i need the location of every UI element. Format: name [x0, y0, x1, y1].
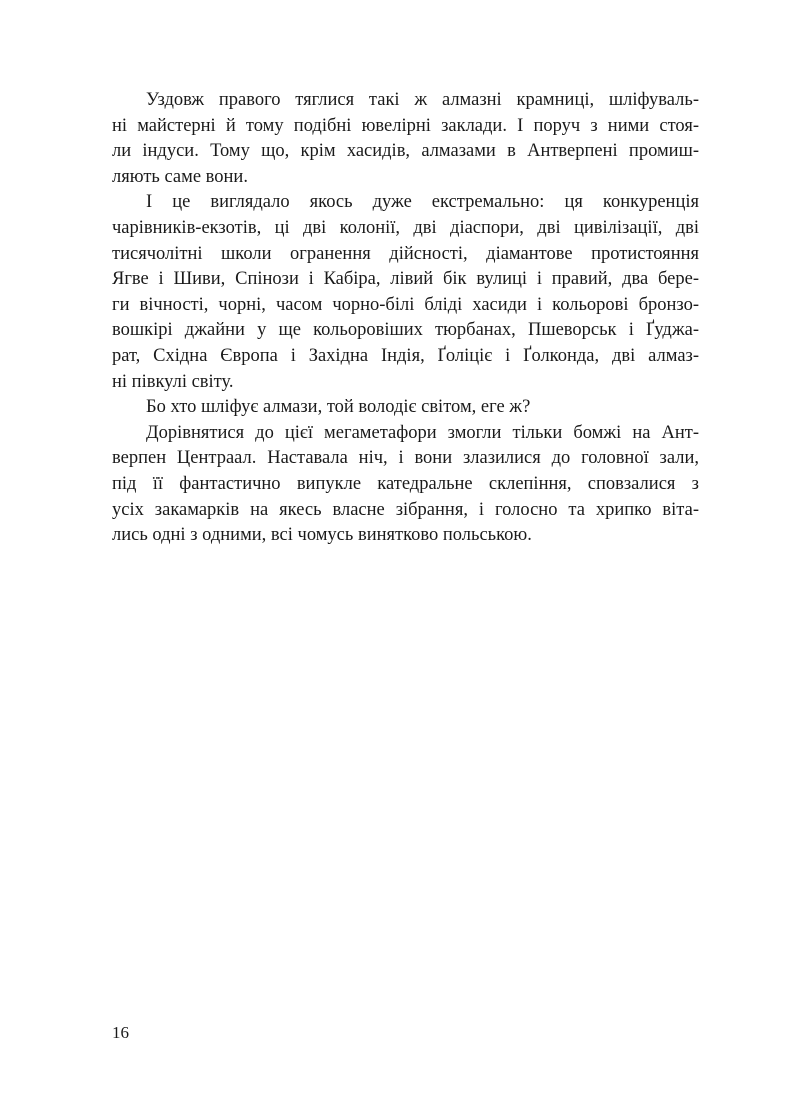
text-line: рат, Східна Європа і Західна Індія, Ґоліціє і Ґолконда, дві алмаз-: [112, 345, 699, 366]
text-line: тисячолітні школи огранення дійсності, діамантове протистояння: [112, 243, 699, 264]
text-line: Уздовж правого тяглися такі ж алмазні крамниці, шліфуваль-: [146, 90, 699, 110]
page-number: 16: [112, 1023, 129, 1042]
text-line: лись одні з одними, всі чомусь винятково польською.: [112, 525, 532, 546]
body-text: [112, 88, 699, 549]
text-line: усіх закамарків на якесь власне зібрання, і голосно та хрипко віта-: [112, 499, 699, 520]
text-line: під її фантастично випукле катедральне склепіння, сповзалися з: [112, 473, 699, 494]
text-line: ли індуси. Тому що, крім хасидів, алмазами в Антверпені промиш-: [112, 141, 699, 162]
text-line: ги вічності, чорні, часом чорно-білі бліді хасиди і кольорові бронзо-: [112, 294, 699, 315]
text-line: чарівників-екзотів, ці дві колонії, дві діаспори, дві цивілізації, дві: [112, 217, 699, 238]
text-line: Бо хто шліфує алмази, той володіє світом, еге ж?: [146, 397, 531, 418]
text-line: І це виглядало якось дуже екстремально: ця конкуренція: [146, 192, 699, 213]
text-line: верпен Центраал. Наставала ніч, і вони злазилися до головної зали,: [112, 448, 699, 469]
text-line: Ягве і Шиви, Спінози і Кабіра, лівий бік вулиці і правий, два бере-: [112, 269, 699, 290]
text-line: Дорівнятися до цієї мегаметафори змогли тільки бомжі на Ант-: [146, 422, 699, 443]
text-line: ляють саме вони.: [112, 166, 248, 187]
text-line: вошкірі джайни у ще кольоровіших тюрбанах, Пшеворськ і Ґуджа-: [112, 320, 699, 341]
text-line: ні півкулі світу.: [112, 371, 234, 392]
text-line: ні майстерні й тому подібні ювелірні заклади. І поруч з ними стоя-: [112, 115, 699, 136]
